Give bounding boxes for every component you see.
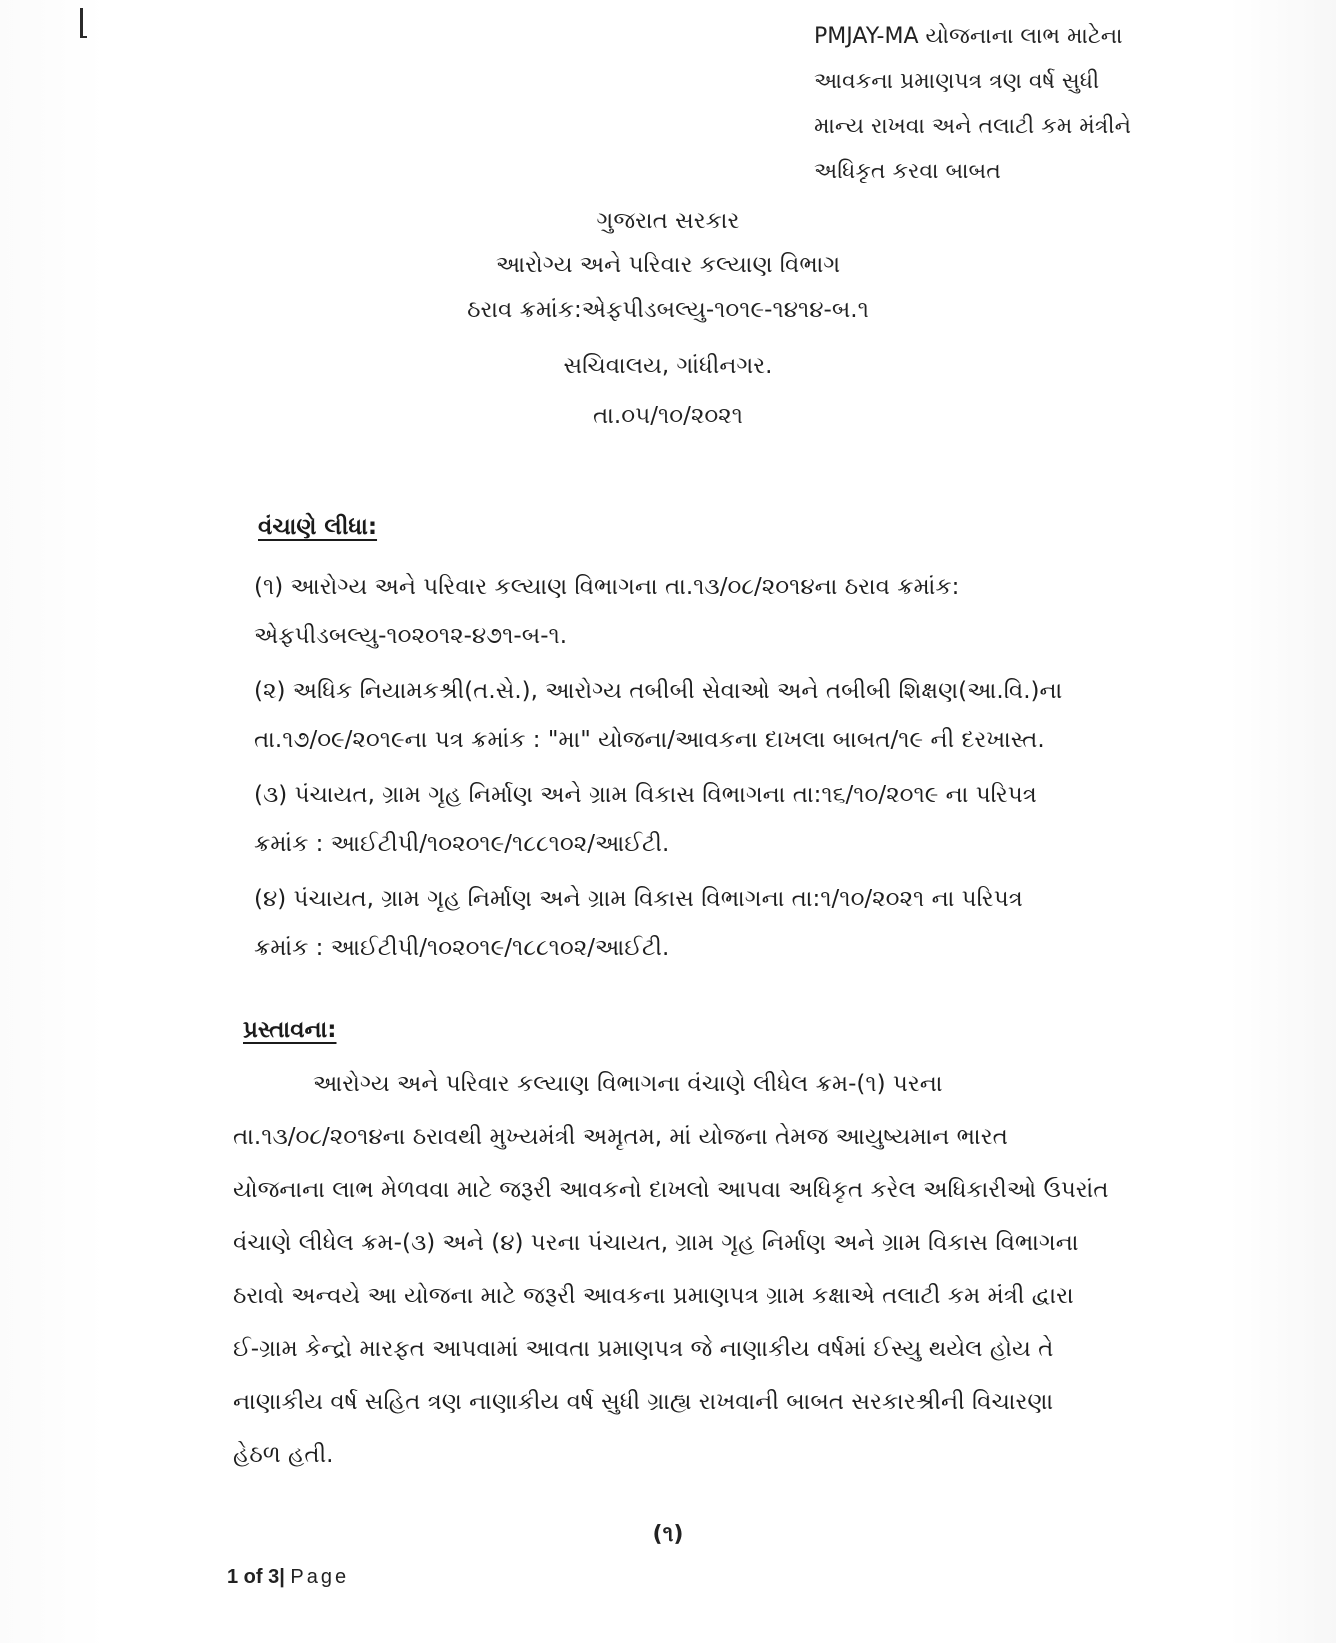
resolution-number: ઠરાવ ક્રમાંક:એફપીડબલ્યુ-૧૦૧૯-૧૪૧૪-બ.૧ (467, 297, 869, 323)
reference-line: (૩) પંચાયત, ગ્રામ ગૃહ નિર્માણ અને ગ્રામ વિકાસ વિભાગના તા:૧૬/૧૦/૨૦૧૯ ના પરિપત્ર (254, 782, 1037, 808)
reference-item (254, 875, 1164, 973)
reference-item (254, 563, 1164, 661)
subject-line: આવકના પ્રમાણપત્ર ત્રણ વર્ષ સુધી (814, 69, 1100, 94)
page-footer (227, 1566, 349, 1589)
references-list (254, 563, 1164, 979)
footer-page-count: 1 of 3| (227, 1566, 285, 1588)
subject-line: અધિકૃત કરવા બાબત (814, 159, 1001, 184)
preamble-line: ઈ-ગ્રામ કેન્દ્રો મારફત આપવામાં આવતા પ્રમાણપત્ર જે નાણાકીય વર્ષમાં ઈસ્યુ થયેલ હોય તે (233, 1336, 1054, 1362)
preamble-paragraph (233, 1058, 1163, 1482)
subject-line: PMJAY-MA યોજનાના લાભ માટેના (814, 24, 1123, 49)
reference-line: ક્રમાંક : આઈટીપી/૧૦૨૦૧૯/૧૮૮૧૦૨/આઈટી. (254, 935, 670, 961)
preamble-line: ઠરાવો અન્વયે આ યોજના માટે જરૂરી આવકના પ્રમાણપત્ર ગ્રામ કક્ષાએ તલાટી કમ મંત્રી દ્વારા (233, 1283, 1074, 1309)
preamble-line: નાણાકીય વર્ષ સહિત ત્રણ નાણાકીય વર્ષ સુધી ગ્રાહ્ય રાખવાની બાબત સરકારશ્રીની વિચારણા (233, 1389, 1054, 1415)
reference-line: ક્રમાંક : આઈટીપી/૧૦૨૦૧૯/૧૮૮૧૦૨/આઈટી. (254, 831, 670, 857)
reference-item (254, 771, 1164, 869)
reference-line: (૪) પંચાયત, ગ્રામ ગૃહ નિર્માણ અને ગ્રામ વિકાસ વિભાગના તા:૧/૧૦/૨૦૨૧ ના પરિપત્ર (254, 886, 1023, 912)
reference-line: (૨) અધિક નિયામકશ્રી(ત.સે.), આરોગ્ય તબીબી સેવાઓ અને તબીબી શિક્ષણ(આ.વિ.)ના (254, 678, 1063, 704)
reference-line: એફપીડબલ્યુ-૧૦૨૦૧૨-૪૭૧-બ-૧. (254, 623, 568, 649)
preamble-line: હેઠળ હતી. (233, 1442, 334, 1468)
preamble-line: આરોગ્ય અને પરિવાર કલ્યાણ વિભાગના વંચાણે લીધેલ ક્રમ-(૧) પરના (313, 1071, 943, 1097)
preamble-heading: પ્રસ્તાવના: (243, 1017, 337, 1043)
reference-item (254, 667, 1164, 765)
reference-line: તા.૧૭/૦૯/૨૦૧૯ના પત્ર ક્રમાંક : "મા" યોજના/આવકના દાખલા બાબત/૧૯ ની દરખાસ્ત. (254, 727, 1045, 753)
preamble-line: યોજનાના લાભ મેળવવા માટે જરૂરી આવકનો દાખલો આપવા અધિકૃત કરેલ અધિકારીઓ ઉપરાંત (233, 1177, 1109, 1203)
subject-line: માન્ય રાખવા અને તલાટી કમ મંત્રીને (814, 114, 1131, 139)
references-heading: વંચાણે લીધા: (258, 514, 378, 540)
preamble-line: વંચાણે લીધેલ ક્રમ-(૩) અને (૪) પરના પંચાયત, ગ્રામ ગૃહ નિર્માણ અને ગ્રામ વિકાસ વિભાગના (233, 1230, 1079, 1256)
page-number: (૧) (652, 1522, 684, 1547)
subject-block (814, 14, 1174, 194)
government-name: ગુજરાત સરકાર (596, 208, 740, 234)
reference-line: (૧) આરોગ્ય અને પરિવાર કલ્યાણ વિભાગના તા.૧૩/૦૮/૨૦૧૪ના ઠરાવ ક્રમાંક: (254, 574, 960, 600)
issue-place: સચિવાલય, ગાંધીનગર. (563, 353, 773, 379)
preamble-line: તા.૧૩/૦૮/૨૦૧૪ના ઠરાવથી મુખ્યમંત્રી અમૃતમ, માં યોજના તેમજ આયુષ્યમાન ભારત (233, 1124, 1008, 1150)
issue-date: તા.૦૫/૧૦/૨૦૨૧ (593, 403, 743, 429)
footer-page-word: Page (290, 1566, 350, 1588)
department-name: આરોગ્ય અને પરિવાર કલ્યાણ વિભાગ (495, 252, 841, 278)
scan-edge-mark (80, 8, 83, 38)
